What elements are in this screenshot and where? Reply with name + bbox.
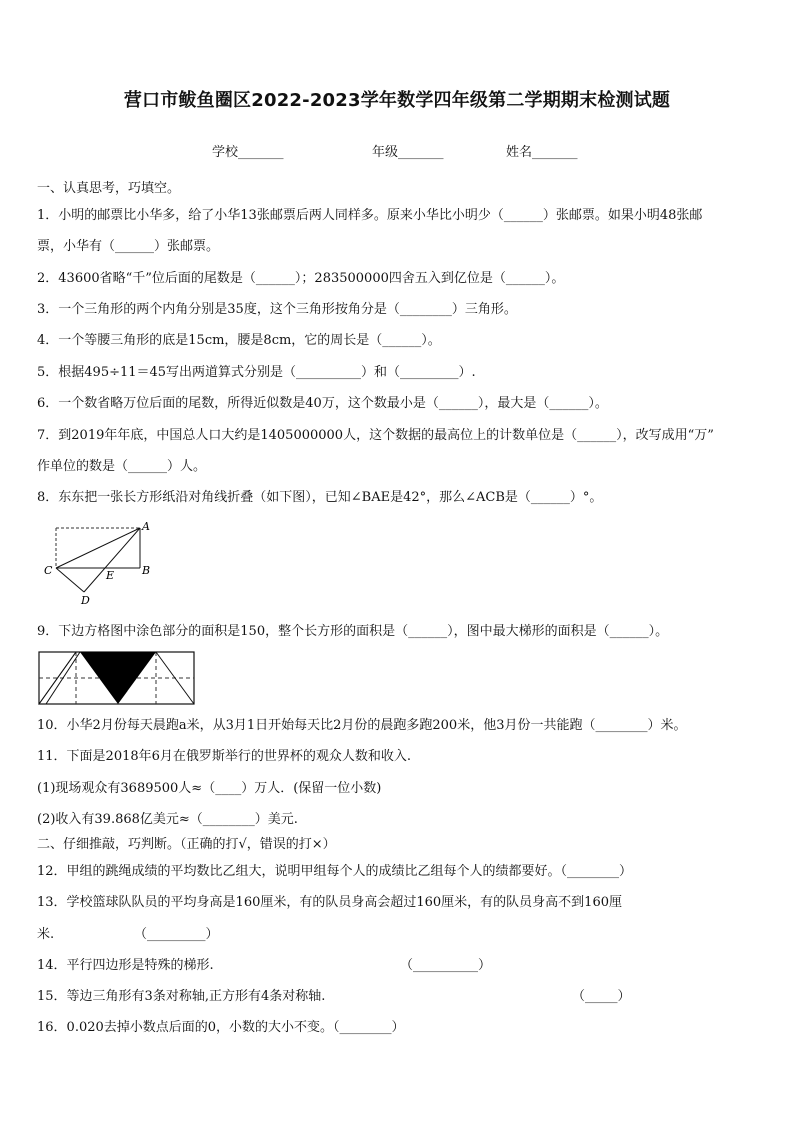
question-11-part-1: (1)现场观众有3689500人≈（____）万人．(保留一位小数): [37, 781, 382, 796]
question-13-line-1: 13．学校篮球队队员的平均身高是160厘米，有的队员身高会超过160厘米，有的队员身高不到160厘: [37, 895, 622, 910]
question-14-answer-blank: （__________）: [400, 958, 492, 973]
question-2: 2．43600省略“千”位后面的尾数是（______）；283500000四舍五入到亿位是（______）。: [37, 271, 565, 286]
grade-field: 年级_______: [372, 145, 444, 160]
question-10: 10．小华2月份每天晨跑a米，从3月1日开始每天比2月份的晨跑多跑200米，他3月份一共能跑（________）米。: [37, 718, 687, 733]
question-1-line-2: 票，小华有（______）张邮票。: [37, 239, 220, 254]
question-4: 4．一个等腰三角形的底是15cm，腰是8cm，它的周长是（______）。: [37, 333, 441, 348]
point-c-label: C: [44, 564, 53, 577]
question-11-part-2: (2)收入有39.868亿美元≈（________）美元.: [37, 812, 298, 827]
question-8: 8．东东把一张长方形纸沿对角线折叠（如下图），已知∠BAE是42°，那么∠ACB是（______）°。: [37, 490, 603, 505]
question-13-line-2: 米.: [37, 927, 55, 942]
section-2-heading: 二、仔细推敲，巧判断。（正确的打√，错误的打×）: [37, 837, 336, 852]
point-a-label: A: [142, 520, 150, 533]
question-12: 12．甲组的跳绳成绩的平均数比乙组大，说明甲组每个人的成绩比乙组每个人的绩都要好。（________）: [37, 864, 633, 879]
folded-rectangle-figure: [36, 516, 166, 610]
point-d-label: D: [81, 594, 90, 607]
question-11: 11．下面是2018年6月在俄罗斯举行的世界杯的观众人数和收入.: [37, 749, 412, 764]
question-1-line-1: 1．小明的邮票比小华多，给了小华13张邮票后两人同样多。原来小华比小明少（______）张邮票。如果小明48张邮: [37, 208, 703, 223]
question-6: 6．一个数省略万位后面的尾数，所得近似数是40万，这个数最小是（______），最大是（______）。: [37, 396, 608, 411]
point-b-label: B: [142, 564, 151, 577]
question-15: 15．等边三角形有3条对称轴,正方形有4条对称轴.: [37, 989, 326, 1004]
question-15-answer-blank: （_____）: [572, 989, 631, 1004]
question-14: 14．平行四边形是特殊的梯形.: [37, 958, 214, 973]
question-3: 3．一个三角形的两个内角分别是35度，这个三角形按角分是（________）三角形。: [37, 302, 517, 317]
section-1-heading: 一、认真思考，巧填空。: [37, 181, 181, 196]
question-13-answer-blank: （_________）: [134, 927, 219, 942]
question-16: 16．0.020去掉小数点后面的0，小数的大小不变。（________）: [37, 1020, 405, 1035]
question-7-line-1: 7．到2019年年底，中国总人口大约是1405000000人，这个数据的最高位上的计数单位是（______），改写成用“万”: [37, 428, 714, 443]
question-5: 5．根据495÷11＝45写出两道算式分别是（__________）和（_________）.: [37, 365, 476, 380]
question-9: 9．下边方格图中涂色部分的面积是150，整个长方形的面积是（______），图中最大梯形的面积是（______）。: [37, 624, 669, 639]
school-field: 学校_______: [212, 145, 284, 160]
page-title: 营口市鲅鱼圈区2022-2023学年数学四年级第二学期期末检测试题: [123, 90, 671, 111]
grid-trapezoid-figure: [38, 651, 196, 707]
question-7-line-2: 作单位的数是（______）人。: [37, 459, 207, 474]
name-field: 姓名_______: [506, 145, 578, 160]
point-e-label: E: [106, 569, 115, 582]
